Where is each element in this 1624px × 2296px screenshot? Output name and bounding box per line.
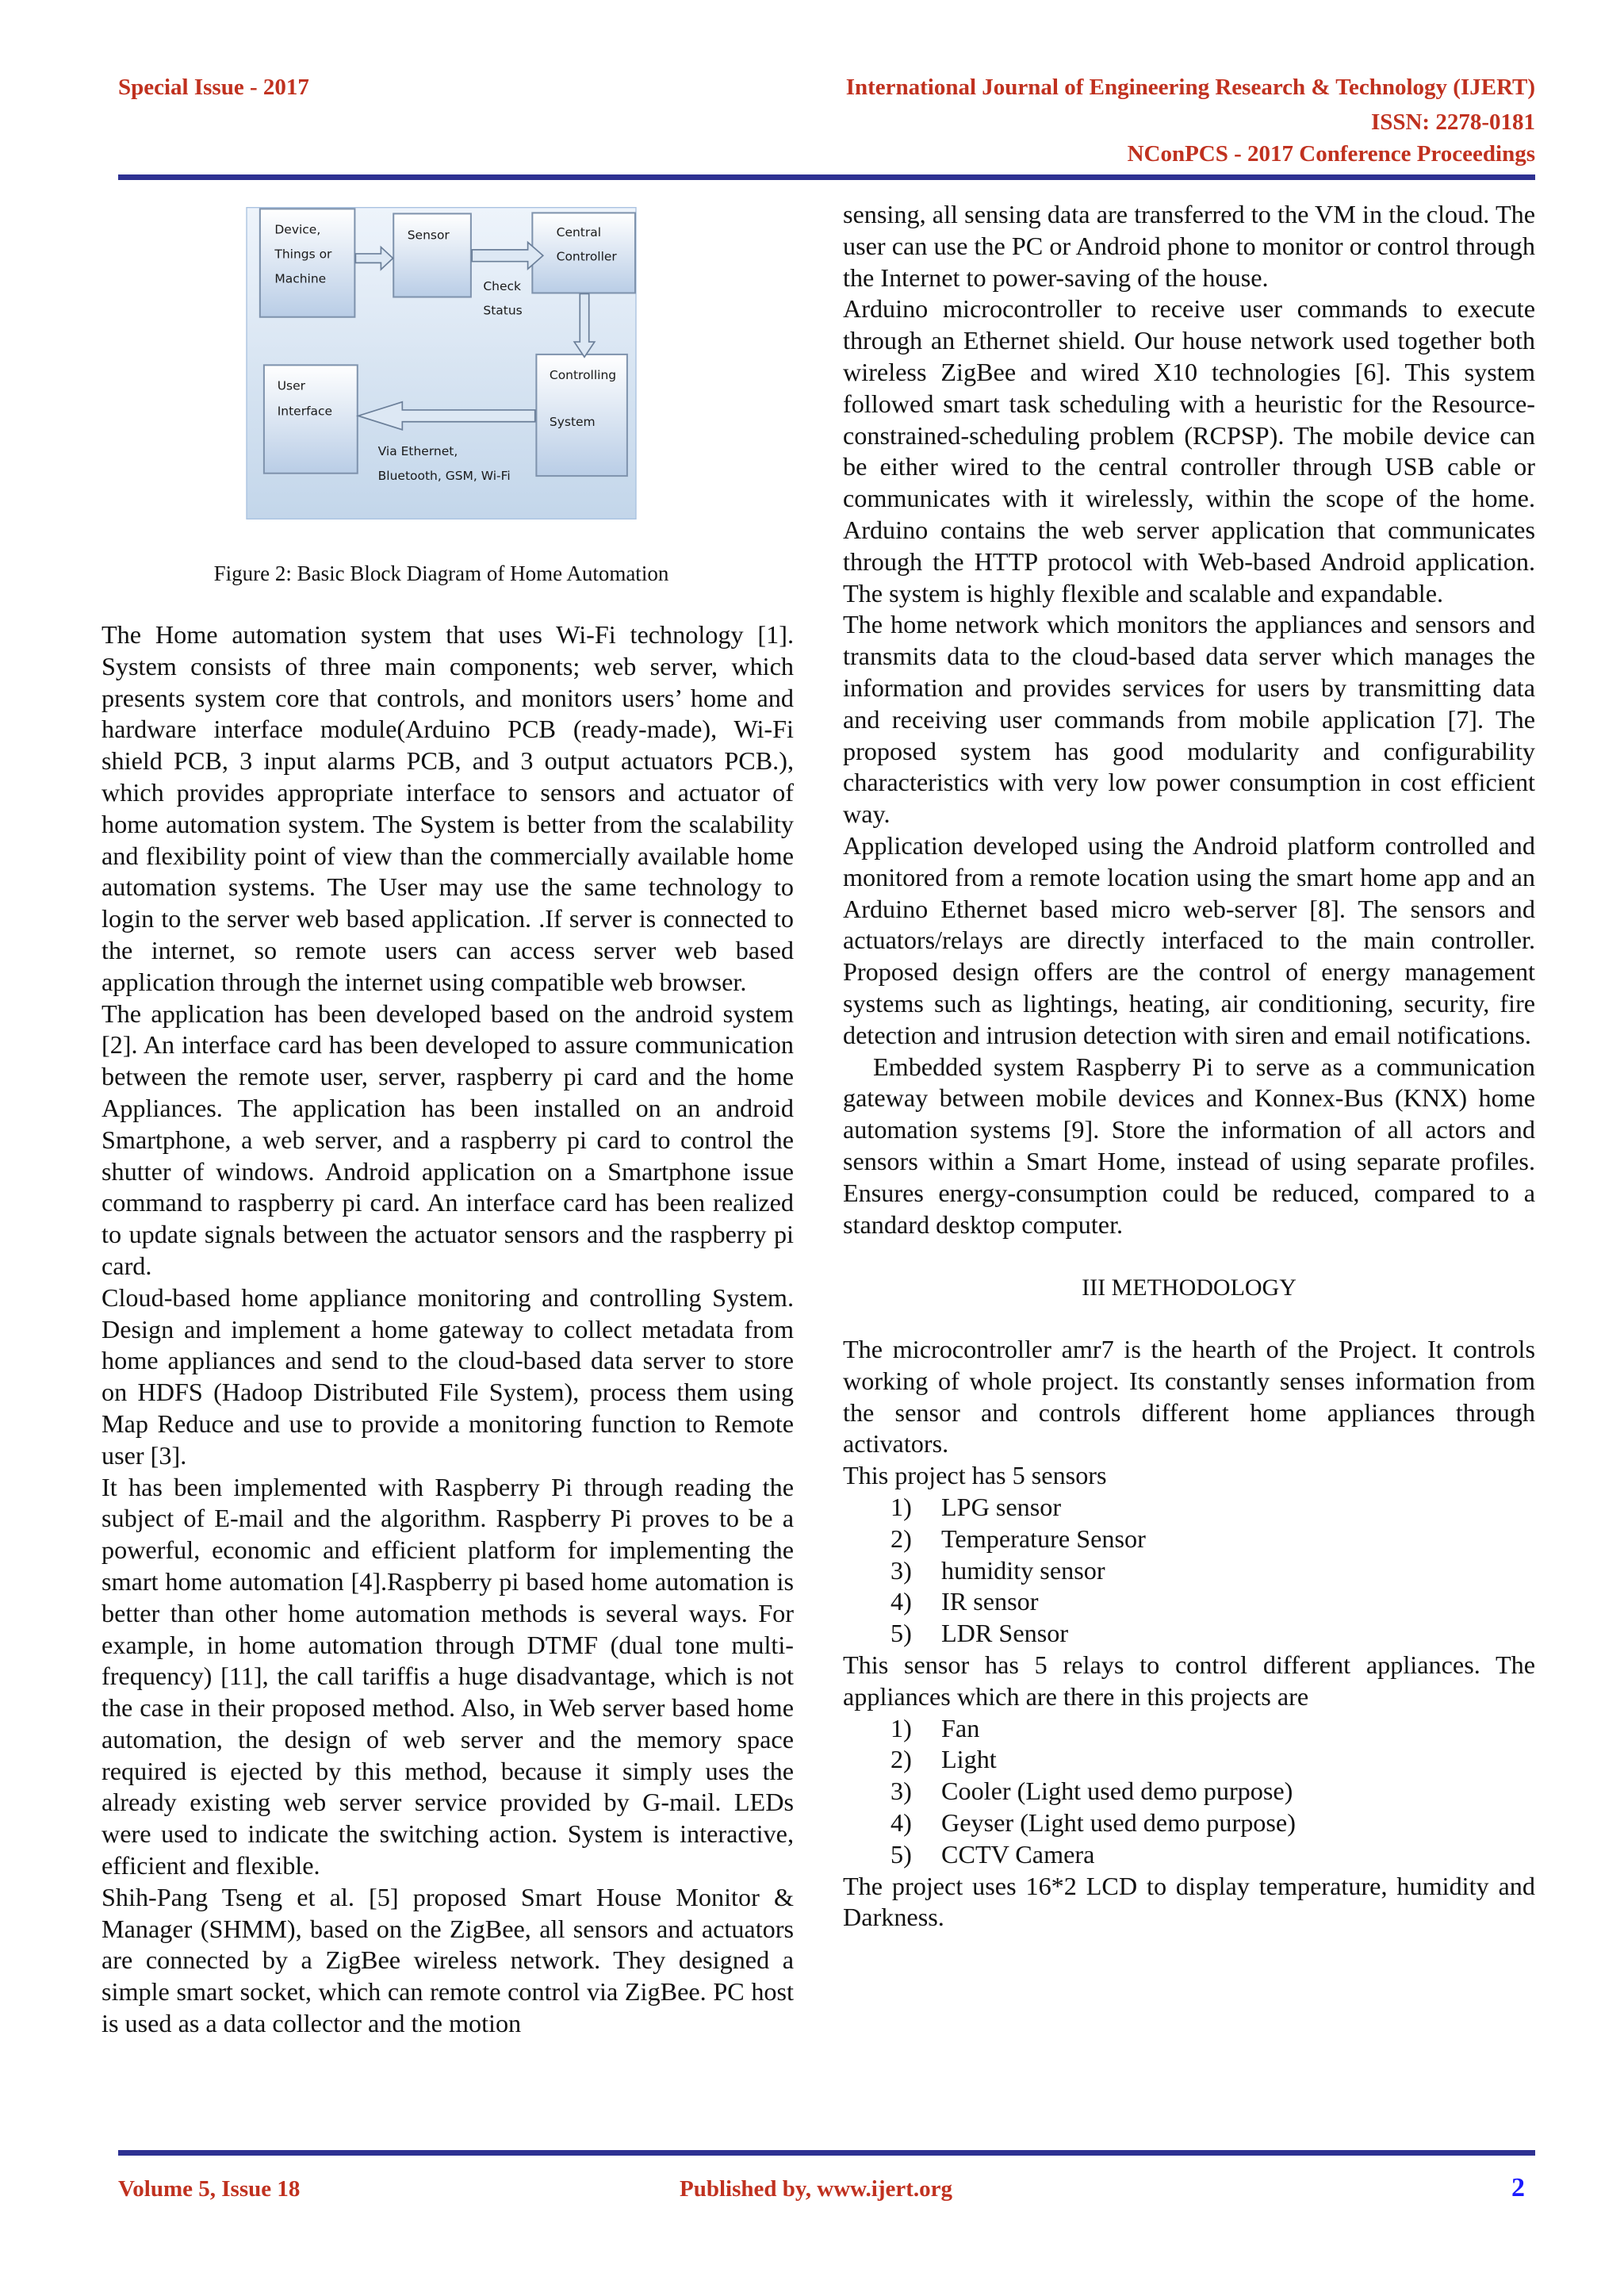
journal-title: International Journal of Engineering Research & Technology (IJERT) [845, 75, 1535, 100]
list-text: humidity sensor [941, 1555, 1105, 1585]
paragraph: The microcontroller amr7 is the hearth of the Project. It controls working of whole project. Its constantly senses information from the sensor and controls different home appliances through activators. [843, 1335, 1535, 1458]
list-text: Fan [941, 1713, 980, 1742]
list-item [843, 1807, 1535, 1839]
publisher-link[interactable]: Published by, www.ijert.org [680, 2176, 952, 2202]
controlling-label-2: System [549, 415, 596, 430]
list-item [843, 1776, 1535, 1807]
appliance-list [843, 1713, 1535, 1871]
list-number: 2) [891, 1524, 912, 1553]
paragraph: It has been implemented with Raspberry Pi through reading the subject of E-mail and the algorithm. Raspberry Pi proves to be a powerful, economic and efficient platform for implementing the smart home automation [4].Raspberry pi based home automation is better than other home automation methods is several ways. For example, in home automation through DTMF (dual tone multi-frequency) [11], the call tariffis a huge disadvantage, which is not the case in their proposed method. Also, in Web server based home automation, the design of web server and the memory space required is ejected by this method, because it simply uses the already existing web server service provided by G-mail. LEDs were used to indicate the switching action. System is interactive, efficient and flexible. [102, 1472, 794, 1880]
list-number: 4) [891, 1808, 912, 1838]
page-number: 2 [1511, 2173, 1525, 2202]
list-number: 1) [891, 1493, 912, 1522]
list-number: 3) [891, 1555, 912, 1585]
list-number: 2) [891, 1745, 912, 1774]
paragraph: Shih-Pang Tseng et al. [5] proposed Smart House Monitor & Manager (SHMM), based on the ZigBee, all sensors and actuators are connected by a ZigBee wireless network. They designed a simple smart socket, which can remote control via ZigBee. PC host is used as a data collector and the motion [102, 1882, 794, 2038]
user-label-1: User [277, 378, 306, 393]
sensor-box [393, 213, 471, 297]
device-label-1: Device, [274, 222, 321, 237]
list-text: Geyser (Light used demo purpose) [941, 1808, 1296, 1838]
list-item [843, 1713, 1535, 1745]
list-item [843, 1492, 1535, 1524]
user-label-2: Interface [277, 404, 333, 419]
footer-rule [118, 2150, 1535, 2156]
list-number: 5) [891, 1619, 912, 1648]
list-item [843, 1524, 1535, 1555]
list-text: LPG sensor [941, 1493, 1062, 1522]
paragraph: The Home automation system that uses Wi-Fi technology [1]. System consists of three main components; web server, which presents system core that controls, and monitors users’ home and hardware interface module(Arduino PCB (ready-made), Wi-Fi shield PCB, 3 input alarms PCB, and 3 output actuators PCB.), which provides appropriate interface to sensors and actuator of home automation system. The System is better from the scalability and flexibility point of view than the commercially available home automation systems. The User may use the same technology to login to the server web based application. .If server is connected to the internet, so remote users can access server web based application through the internet using compatible web browser. [102, 620, 794, 996]
list-item [843, 1744, 1535, 1776]
list-item [843, 1839, 1535, 1871]
paragraph: This project has 5 sensors [843, 1461, 1107, 1490]
header-rule [118, 174, 1535, 180]
list-item [843, 1618, 1535, 1650]
paragraph: The application has been developed based on the android system [2]. An interface card has been developed to assure communication between the remote user, server, raspberry pi card and the home Appliances. The application has been installed on an android Smartphone, a web server, and a raspberry pi card to control the shutter of windows. Android application on a Smartphone issue command to raspberry pi card. An interface card has been realized to update signals between the actuator sensors and the raspberry pi card. [102, 999, 794, 1280]
list-number: 3) [891, 1777, 912, 1806]
conference-proceedings: NConPCS - 2017 Conference Proceedings [1127, 141, 1535, 167]
section-heading: III METHODOLOGY [1082, 1274, 1297, 1301]
check-status-label-1: Check [483, 279, 522, 294]
device-label-3: Machine [274, 271, 327, 286]
via-label-1: Via Ethernet, [377, 444, 458, 459]
central-label-1: Central [556, 225, 602, 240]
list-text: Temperature Sensor [941, 1524, 1146, 1553]
device-label-2: Things or [274, 247, 332, 262]
list-text: LDR Sensor [941, 1619, 1069, 1648]
list-number: 1) [891, 1713, 912, 1742]
volume-issue: Volume 5, Issue 18 [118, 2176, 301, 2202]
paragraph: This sensor has 5 relays to control different appliances. The appliances which are there in this projects are [843, 1650, 1535, 1711]
paragraph: The project uses 16*2 LCD to display temperature, humidity and Darkness. [843, 1871, 1535, 1932]
figure-caption: Figure 2: Basic Block Diagram of Home Automation [213, 562, 669, 585]
list-text: CCTV Camera [941, 1839, 1095, 1869]
paragraph: Application developed using the Android platform controlled and monitored from a remote location using the smart home app and an Arduino Ethernet based micro web-server [8]. The sensors and actuators/relays are directly interfaced to the main controller. Proposed design offers are the control of energy management systems such as lightings, heating, air conditioning, security, fire detection and intrusion detection with siren and email notifications. [843, 830, 1535, 1049]
paragraph: The home network which monitors the appliances and sensors and transmits data to the cloud-based data server which manages the information and provides services for users by transmitting data and receiving user commands from mobile application [7]. The proposed system has good modularity and configurability characteristics with very low power consumption in cost efficient way. [843, 610, 1535, 829]
controlling-label-1: Controlling [549, 368, 617, 383]
list-number: 4) [891, 1587, 912, 1616]
list-text: Light [941, 1745, 997, 1774]
sensor-label: Sensor [407, 228, 450, 243]
block-diagram [136, 207, 747, 519]
list-text: Cooler (Light used demo purpose) [941, 1777, 1293, 1806]
paragraph: Embedded system Raspberry Pi to serve as a communication gateway between mobile devices and Konnex-Bus (KNX) home automation systems [9]. Store the information of all actors and sensors within a Smart Home, instead of using separate profiles. Ensures energy-consumption could be reduced, compared to a standard desktop computer. [843, 1052, 1535, 1239]
left-column [102, 619, 794, 2040]
sensor-list [843, 1492, 1535, 1650]
paragraph: Arduino microcontroller to receive user commands to execute through an Ethernet shield. Our house network used together both wireless ZigBee and wired X10 technologies [6]. This system followed smart task scheduling with a heuristic for the Resource-constrained-scheduling problem (RCPSP). The mobile device can be either wired to the central controller through USB cable or communicates with it wirelessly, within the scope of the home. Arduino contains the web server application that communicates through the HTTP protocol with Web-based Android application. The system is highly flexible and scalable and expandable. [843, 294, 1535, 608]
paragraph: Cloud-based home appliance monitoring and controlling System. Design and implement a home gateway to collect metadata from home appliances and send to the cloud-based data server to store on HDFS (Hadoop Distributed File System), process them using Map Reduce and use to provide a monitoring function to Remote user [3]. [102, 1282, 794, 1470]
list-number: 5) [891, 1839, 912, 1869]
special-issue-label: Special Issue - 2017 [118, 75, 309, 100]
issn: ISSN: 2278-0181 [1370, 109, 1535, 135]
central-label-2: Controller [556, 249, 617, 264]
paragraph: sensing, all sensing data are transferred to the VM in the cloud. The user can use the PC or Android phone to monitor or control through the Internet to power-saving of the house. [843, 200, 1535, 292]
list-item [843, 1555, 1535, 1587]
list-text: IR sensor [941, 1587, 1039, 1616]
right-column [843, 199, 1535, 1934]
list-item [843, 1586, 1535, 1618]
check-status-label-2: Status [483, 303, 523, 318]
via-label-2: Bluetooth, GSM, Wi-Fi [377, 469, 511, 484]
